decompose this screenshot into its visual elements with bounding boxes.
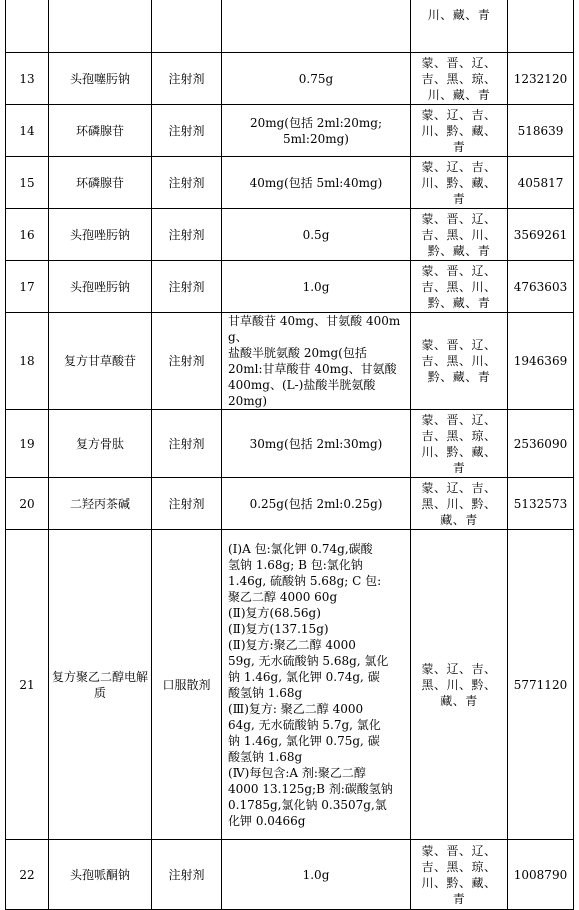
region-line: 吉、黑、川、 [421,279,497,294]
spec-line: 酸氢钠 1.68g [228,749,303,764]
cell-name: 头孢唑肟钠 [49,261,152,313]
region-line: 蒙、晋、辽、 [421,338,497,352]
region-line: 吉、黑、川、 [421,227,497,242]
table-row [6,530,574,840]
region-line: 青 [452,191,466,206]
spec-line: 钠 1.46g, 氯化钾 0.75g, 碳 [228,733,380,748]
spec-line: 400mg、(L-)盐酸半胱氨酸 [228,378,376,392]
cell-name: 环磷腺苷 [49,105,152,157]
spec-line: 20mg(包括 2ml:20mg; [249,115,383,130]
cell-code: 405817 [508,157,574,209]
cell-code: 5771120 [508,530,574,840]
cell-code: 4763603 [508,261,574,313]
spec-line: 40mg(包括 5ml:40mg) [249,175,383,190]
spec-line: 甘草酸苷 40mg、甘氨酸 400mg、 [228,314,401,344]
region-line: 吉、黑、琼、 [421,428,497,443]
cell-regions [411,410,508,478]
cell-spec [222,410,411,478]
cell-form: 注射剂 [152,209,222,261]
table-row [6,157,574,209]
cell-spec [222,313,411,410]
spec-line: 1.0g [302,867,330,882]
cell-form: 注射剂 [152,840,222,910]
spec-line: 0.25g(包括 2ml:0.25g) [249,496,383,511]
cell-form: 注射剂 [152,53,222,105]
region-line: 黔、藏、青 [427,243,491,258]
drug-list-table [5,0,574,910]
spec-line: 1.46g, 硫酸钠 5.68g; C 包: [228,573,382,588]
region-line: 川、黔、藏、 [421,444,497,459]
cell-spec [222,105,411,157]
cell-name: 复方甘草酸苷 [49,313,152,410]
cell-spec [222,478,411,530]
spec-line: 64g, 无水硫酸钠 5.7g, 氯化 [228,717,381,732]
table-row [6,313,574,410]
cell-regions [411,530,508,840]
region-line: 黑、川、黔、 [421,496,497,511]
table-row [6,261,574,313]
cell-code: 2536090 [508,410,574,478]
spec-line: 0.75g [298,71,334,86]
cell-name: 复方骨肽 [49,410,152,478]
cell-regions [411,105,508,157]
region-line: 川、黔、藏、 [421,175,497,190]
region-line: 川、藏、青 [427,87,491,102]
region-line: 蒙、辽、吉、 [421,661,497,676]
spec-line: 酸氢钠 1.68g [228,685,303,700]
cell-name: 复方聚乙二醇电解质 [49,530,152,840]
cell-no: 16 [6,209,49,261]
spec-line: 钠 1.46g, 氯化钾 0.74g, 碳 [228,669,380,684]
table-body [6,0,574,910]
cell-no: 18 [6,313,49,410]
cell-spec [222,209,411,261]
cell-no: 17 [6,261,49,313]
cell-code: 5132573 [508,478,574,530]
table-row [6,410,574,478]
cell-form [152,0,222,53]
cell-name: 头孢哌酮钠 [49,840,152,910]
cell-spec [222,0,411,53]
region-line: 黔、藏、青 [427,370,491,384]
region-line: 川、黔、藏、 [421,875,497,890]
cell-name: 二羟丙茶碱 [49,478,152,530]
cell-name: 环磷腺苷 [49,157,152,209]
cell-spec [222,53,411,105]
spec-line: (Ⅰ)A 包:氯化钾 0.74g,碳酸 [228,541,373,556]
region-line: 藏、青 [440,512,478,527]
table-row [6,840,574,910]
cell-form: 注射剂 [152,478,222,530]
table-row [6,209,574,261]
cell-form: 注射剂 [152,313,222,410]
spec-line: (Ⅱ)复方:聚乙二醇 4000 [228,637,356,652]
spec-line: 氢钠 1.68g; B 包:氯化钠 [228,557,363,572]
region-line: 蒙、晋、辽、 [421,843,497,858]
spec-line: 0.1785g,氯化钠 0.3507g,氯 [228,797,387,812]
region-line: 青 [452,460,466,475]
cell-no: 15 [6,157,49,209]
region-line: 吉、黑、琼、 [421,71,497,86]
cell-no: 22 [6,840,49,910]
cell-regions [411,0,508,53]
cell-form: 口服散剂 [152,530,222,840]
region-line: 蒙、辽、吉、 [421,159,497,174]
spec-line: 30mg(包括 2ml:30mg) [249,436,383,451]
spec-line: 4000 13.125g;B 剂:碳酸氢钠 [228,781,393,796]
spec-line: (Ⅱ)复方(68.56g) [228,605,321,620]
spec-line: 20ml:甘草酸苷 40mg、甘氨酸 [228,362,397,376]
region-line: 吉、黑、琼、 [421,859,497,874]
cell-spec [222,840,411,910]
cell-regions [411,209,508,261]
spec-line: 聚乙二醇 4000 60g [228,589,338,604]
cell-name [49,0,152,53]
region-line: 川、藏、青 [427,8,491,22]
cell-form: 注射剂 [152,105,222,157]
cell-name: 头孢噻肟钠 [49,53,152,105]
cell-spec [222,157,411,209]
region-line: 蒙、辽、吉、 [421,480,497,495]
cell-code: 1946369 [508,313,574,410]
cell-form: 注射剂 [152,157,222,209]
region-line: 黔、藏、青 [427,295,491,310]
region-line: 蒙、辽、吉、 [421,107,497,122]
region-line: 青 [452,139,466,154]
cell-spec [222,261,411,313]
cell-code: 1008790 [508,840,574,910]
region-line: 青 [452,891,466,906]
cell-code: 1232120 [508,53,574,105]
cell-regions [411,313,508,410]
spec-line: (Ⅲ)复方: 聚乙二醇 4000 [228,701,364,716]
spec-line: 20mg) [228,394,268,408]
spec-line: 化钾 0.0466g [228,813,306,828]
region-line: 黑、川、黔、 [421,677,497,692]
cell-regions [411,157,508,209]
cell-no [6,0,49,53]
spec-line: (Ⅱ)复方(137.15g) [228,621,329,636]
cell-name: 头孢唑肟钠 [49,209,152,261]
region-line: 蒙、晋、辽、 [421,263,497,278]
table-row [6,105,574,157]
spec-line: 5ml:20mg) [283,131,349,146]
region-line: 吉、黑、川、 [421,354,497,368]
cell-code [508,0,574,53]
cell-form: 注射剂 [152,410,222,478]
cell-form: 注射剂 [152,261,222,313]
spec-line: 0.5g [302,227,330,242]
cell-spec [222,530,411,840]
region-line: 蒙、晋、辽、 [421,55,497,70]
region-line: 藏、青 [440,693,478,708]
table-row [6,478,574,530]
spec-line: 1.0g [302,279,330,294]
cell-no: 20 [6,478,49,530]
spec-line: 盐酸半胱氨酸 20mg(包括 [228,346,367,360]
cell-no: 19 [6,410,49,478]
region-line: 蒙、晋、辽、 [421,211,497,226]
cell-no: 14 [6,105,49,157]
cell-regions [411,840,508,910]
table-row [6,53,574,105]
cell-code: 3569261 [508,209,574,261]
cell-code: 518639 [508,105,574,157]
table-row-continued [6,0,574,53]
cell-regions [411,53,508,105]
spec-line: 59g, 无水硫酸钠 5.68g, 氯化 [228,653,389,668]
cell-no: 13 [6,53,49,105]
cell-regions [411,261,508,313]
cell-regions [411,478,508,530]
cell-no: 21 [6,530,49,840]
region-line: 川、黔、藏、 [421,123,497,138]
region-line: 蒙、晋、辽、 [421,412,497,427]
spec-line: (Ⅳ)每包含:A 剂:聚乙二醇 [228,765,366,780]
